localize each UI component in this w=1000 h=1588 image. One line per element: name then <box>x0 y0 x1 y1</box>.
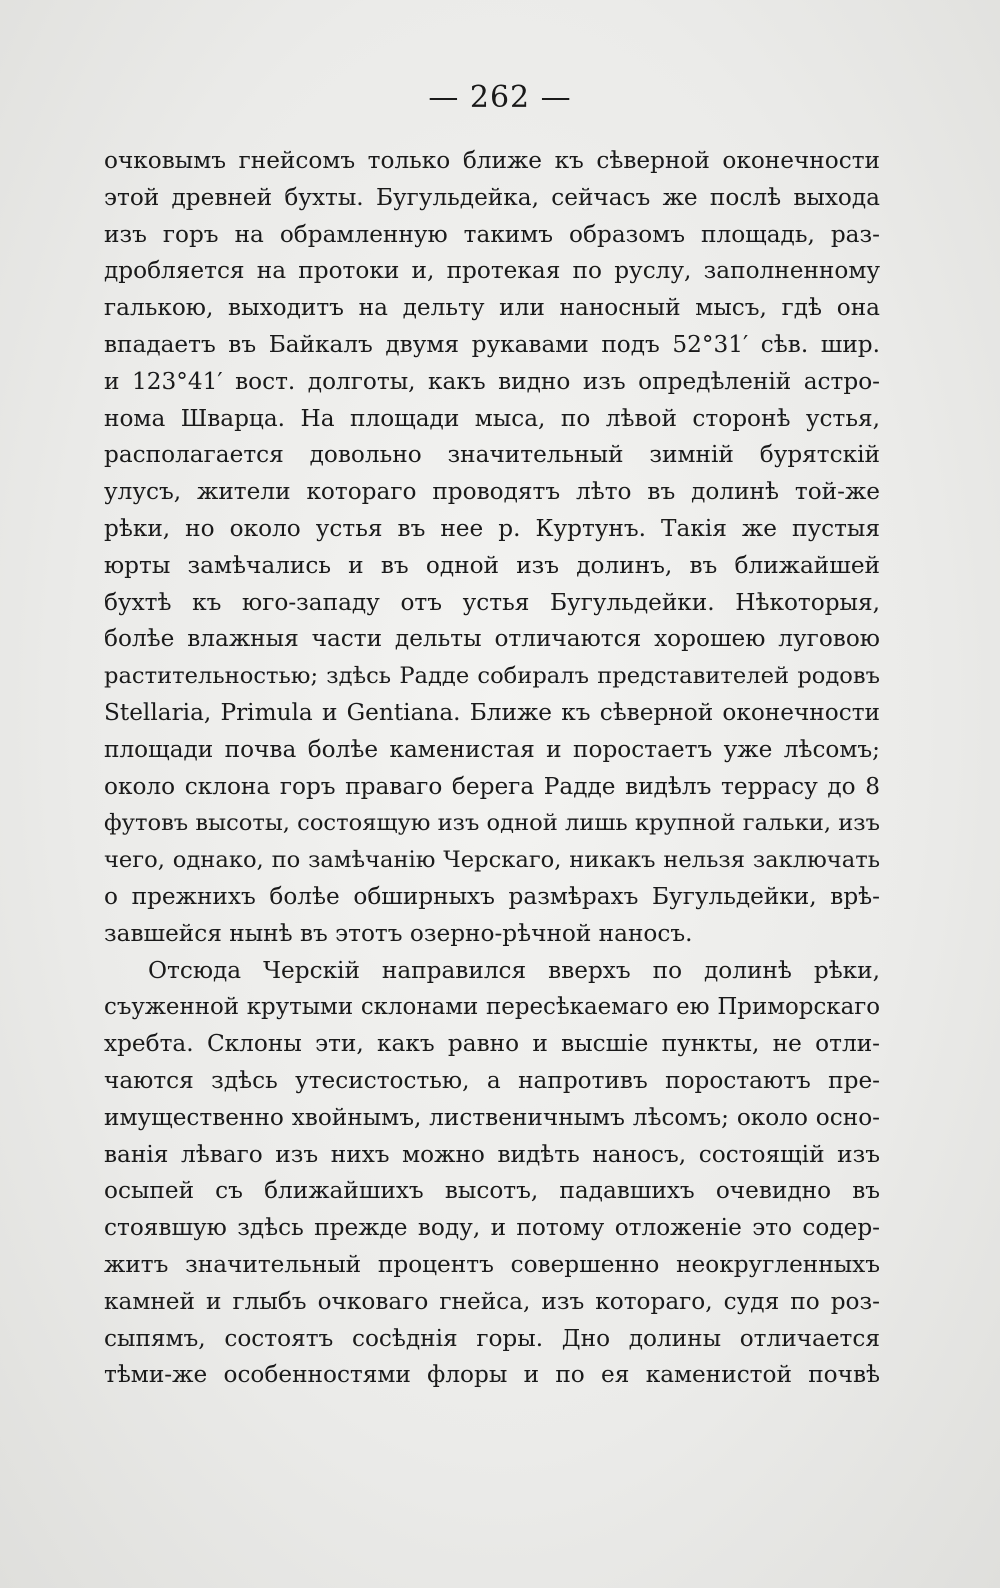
text-line: о прежнихъ болѣе обширныхъ размѣрахъ Бугульдейки, врѣ- <box>104 882 880 910</box>
paragraph-2 <box>104 953 880 1395</box>
body-text <box>104 143 880 1394</box>
text-line: Отсюда Черскій направился вверхъ по долинѣ рѣки, <box>148 956 880 984</box>
text-line: впадаетъ въ Байкалъ двумя рукавами подъ 52°31′ сѣв. шир. <box>104 330 880 358</box>
text-line: ванія лѣваго изъ нихъ можно видѣть наносъ, состоящій изъ <box>104 1140 880 1168</box>
text-line: стоявшую здѣсь прежде воду, и потому отложеніе это содер- <box>104 1214 880 1242</box>
text-line: очковымъ гнейсомъ только ближе къ сѣверной оконечности <box>104 147 880 174</box>
text-line: житъ значительный процентъ совершенно неокругленныхъ <box>104 1250 880 1278</box>
text-line: улусъ, жители котораго проводятъ лѣто въ долинѣ той-же <box>104 478 880 506</box>
text-line: около склона горъ праваго берега Радде видѣлъ террасу до 8 <box>104 772 880 800</box>
text-line: чаются здѣсь утесистостью, а напротивъ поростаютъ пре- <box>104 1066 880 1094</box>
text-line: площади почва болѣе каменистая и поростаетъ уже лѣсомъ; <box>104 735 880 763</box>
text-line: болѣе влажныя части дельты отличаются хорошею луговою <box>104 625 880 653</box>
text-line: юрты замѣчались и въ одной изъ долинъ, въ ближайшей <box>104 551 880 579</box>
text-line: тѣми-же особенностями флоры и по ея каменистой почвѣ <box>104 1361 880 1389</box>
text-line: дробляется на протоки и, протекая по руслу, заполненному <box>104 257 880 285</box>
text-line: располагается довольно значительный зимній бурятскій <box>104 441 880 469</box>
text-line: нома Шварца. На площади мыса, по лѣвой сторонѣ устья, <box>104 404 880 432</box>
text-line: хребта. Склоны эти, какъ равно и высшіе пункты, не отли- <box>104 1030 880 1058</box>
text-line: растительностью; здѣсь Радде собиралъ представителей родовъ <box>104 663 880 690</box>
text-line: съуженной крутыми склонами пересѣкаемаго ею Приморскаго <box>104 994 880 1021</box>
text-line: и 123°41′ вост. долготы, какъ видно изъ опредѣленій астро- <box>104 367 880 395</box>
paragraph-1 <box>104 143 880 953</box>
text-line: изъ горъ на обрамленную такимъ образомъ площадь, раз- <box>104 220 880 248</box>
text-line: сыпямъ, состоятъ сосѣднія горы. Дно долины отличается <box>104 1324 880 1352</box>
text-line: Stellaria, Primula и Gentiana. Ближе къ сѣверной оконечности <box>104 698 880 726</box>
text-line: галькою, выходитъ на дельту или наносный мысъ, гдѣ она <box>104 294 880 322</box>
text-line: этой древней бухты. Бугульдейка, сейчасъ же послѣ выхода <box>104 183 880 211</box>
text-line: завшейся нынѣ въ этотъ озерно-рѣчной наносъ. <box>104 919 693 947</box>
text-line: чего, однако, по замѣчанію Черскаго, никакъ нельзя заключать <box>104 847 880 874</box>
text-line: футовъ высоты, состоящую изъ одной лишь крупной гальки, изъ <box>104 810 880 837</box>
page-number: — 262 — <box>428 80 572 115</box>
text-line: камней и глыбъ очковаго гнейса, изъ котораго, судя по роз- <box>104 1287 880 1315</box>
text-line: осыпей съ ближайшихъ высотъ, падавшихъ очевидно въ <box>104 1177 880 1205</box>
text-line: имущественно хвойнымъ, лиственичнымъ лѣсомъ; около осно- <box>104 1103 880 1131</box>
text-line: рѣки, но около устья въ нее р. Куртунъ. Такія же пустыя <box>104 514 880 542</box>
text-line: бухтѣ къ юго-западу отъ устья Бугульдейки. Нѣкоторыя, <box>104 588 880 616</box>
